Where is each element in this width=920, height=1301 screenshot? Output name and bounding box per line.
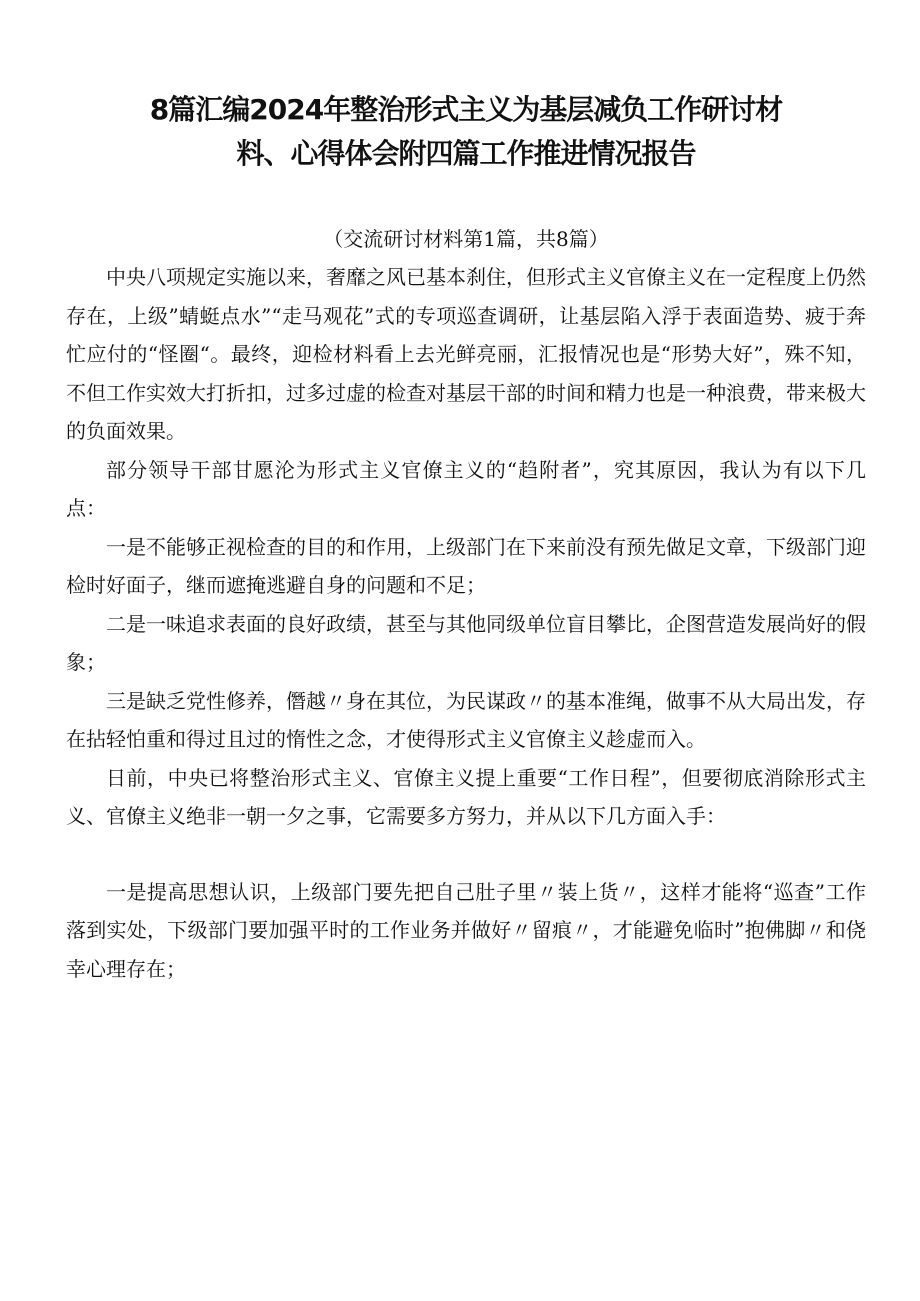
document-body bbox=[66, 258, 866, 988]
document-subtitle: （交流研讨材料第1篇，共8篇） bbox=[323, 227, 609, 251]
paragraph-measure-1: 一是提高思想认识，上级部门要先把自己肚子里〃装上货〃，这样才能将“巡查”工作落到实处，下级部门要加强平时的工作业务并做好〃留痕〃，才能避免临时”抱佛脚〃和侥幸心理存在； bbox=[66, 879, 866, 981]
paragraph-reasons-lead: 部分领导干部甘愿沦为形式主义官僚主义的“趋附者”，究其原因，我认为有以下几点： bbox=[66, 457, 866, 520]
paragraph-measures-lead: 日前，中央已将整治形式主义、官僚主义提上重要“工作日程”，但要彻底消除形式主义、官僚主义绝非一朝一夕之事，它需要多方努力，并从以下几方面入手： bbox=[66, 765, 866, 828]
paragraph-intro: 中央八项规定实施以来，奢靡之风已基本刹住，但形式主义官僚主义在一定程度上仍然存在，上级”蜻蜓点水”“走马观花”式的专项巡查调研，让基层陷入浮于表面造势、疲于奔忙应付的“怪圈“。最终，迎检材料看上去光鲜亮丽，汇报情况也是“形势大好”，殊不知，不但工作实效大打折扣，过多过虚的检查对基层干部的时间和精力也是一种浪费，带来极大的负面效果。 bbox=[66, 265, 866, 443]
paragraph-reason-2: 二是一味追求表面的良好政绩，甚至与其他同级单位盲目攀比，企图营造发展尚好的假象； bbox=[66, 611, 866, 674]
paragraph-reason-1: 一是不能够正视检查的目的和作用，上级部门在下来前没有预先做足文章，下级部门迎检时好面子，继而遮掩逃避自身的问题和不足； bbox=[66, 534, 866, 597]
title-line-2: 料、心得体会附四篇工作推进情况报告 bbox=[236, 137, 696, 170]
title-line-1: 8篇汇编2024年整治形式主义为基层减负工作研讨材 bbox=[149, 93, 783, 126]
document-title bbox=[66, 88, 866, 176]
paragraph-reason-3: 三是缺乏党性修养，僭越〃身在其位，为民谋政〃的基本准绳，做事不从大局出发，存在拈轻怕重和得过且过的惰性之念，才使得形式主义官僚主义趁虚而入。 bbox=[66, 688, 866, 751]
